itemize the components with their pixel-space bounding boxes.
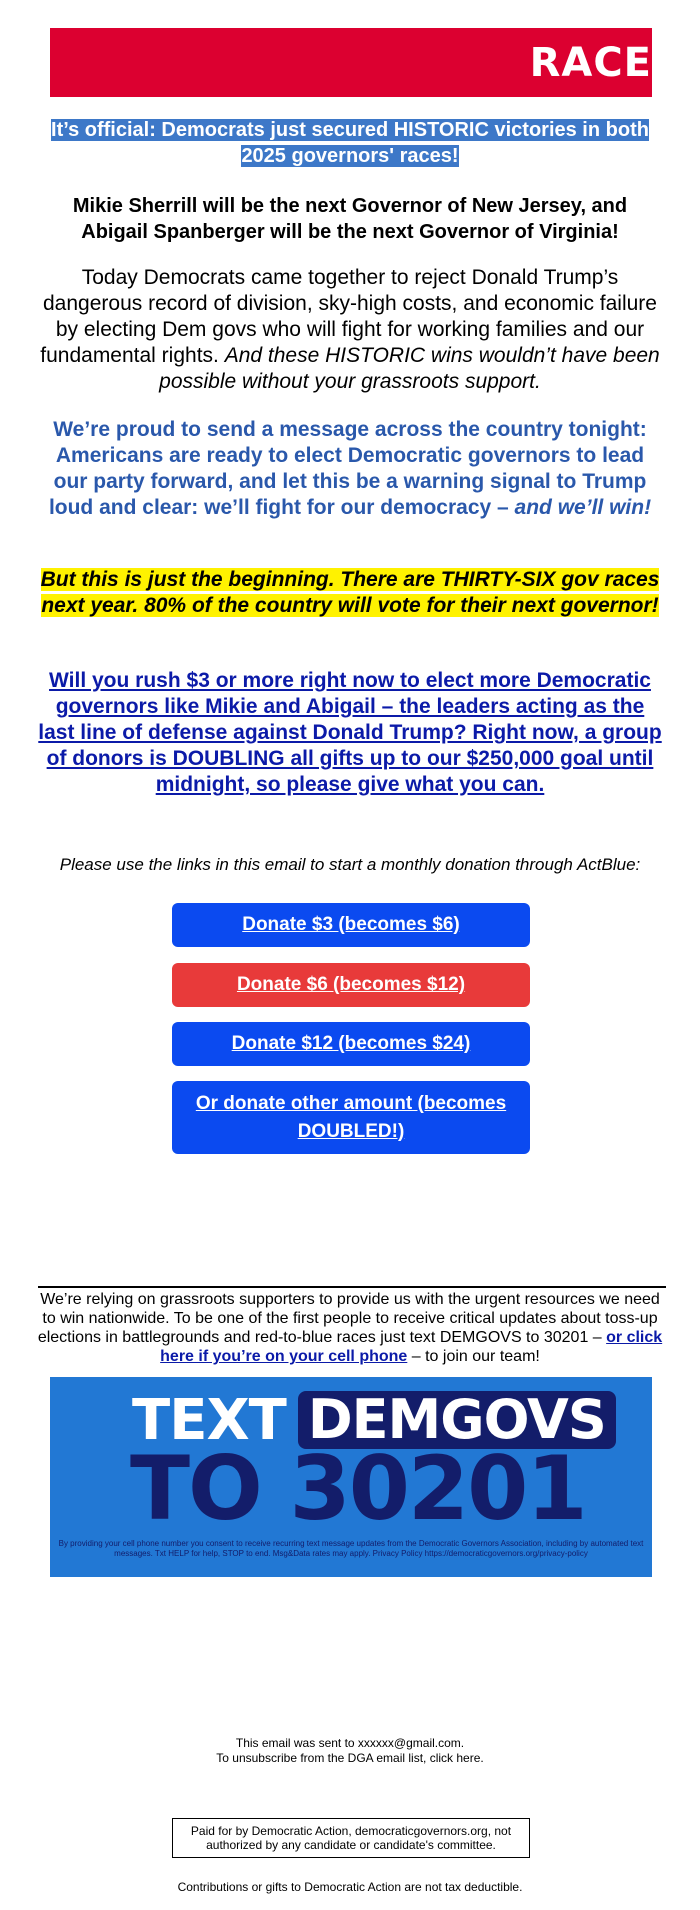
paid-for-text: Paid for by Democratic Action, democraticgovernors.org, not authorized by any candidate or candidate's committee.	[190, 1824, 512, 1852]
sent-to-text: This email was sent to xxxxxx@gmail.com.	[235, 1736, 465, 1750]
proud-italic-text: and we’ll win!	[514, 496, 652, 519]
today-paragraph	[38, 265, 662, 395]
unsubscribe-link[interactable]: To unsubscribe from the DGA email list, click here.	[216, 1751, 484, 1765]
donate-3-button[interactable]: Donate $3 (becomes $6)	[172, 903, 530, 947]
rush-paragraph	[38, 668, 662, 798]
donate-12-button[interactable]: Donate $12 (becomes $24)	[172, 1022, 530, 1066]
relying-text: We’re relying on grassroots supporters to provide us with the urgent resources we need to win nationwide. To be one of the first people to receive critical updates about toss-up elections in battlegrounds and red-to-blue races just text DEMGOVS to 30201 –	[37, 1291, 660, 1346]
donate-other-amount-button[interactable]: Or donate other amount (becomes DOUBLED!)	[172, 1081, 530, 1154]
relying-paragraph	[36, 1290, 664, 1366]
footer-notice	[38, 1736, 662, 1766]
headline	[38, 117, 662, 169]
sms-fine-print: By providing your cell phone number you consent to receive recurring text message updates from the Democratic Governors Association, including by automated text messages. Txt HELP for help, STOP to end. Msg&Data rates may apply. Privacy Policy https://democraticgovernors.org/privacy-policy	[58, 1539, 644, 1558]
banner-word: RACE	[529, 40, 652, 86]
contributions-note: Contributions or gifts to Democratic Action are not tax deductible.	[177, 1880, 523, 1894]
donate-6-button[interactable]: Donate $6 (becomes $12)	[172, 963, 530, 1007]
text-demgovs-banner[interactable]	[50, 1377, 652, 1577]
short-code: TO 30201	[130, 1437, 586, 1540]
beginning-text: But this is just the beginning. There are THIRTY-SIX gov races next year. 80% of the country will vote for their next governor!	[40, 568, 660, 617]
rush-donate-link[interactable]: Will you rush $3 or more right now to elect more Democratic governors like Mikie and Abigail – the leaders acting as the last line of defense against Donald Trump? Right now, a group of donors is DOUBLING all gifts up to our $250,000 goal until midnight, so please give what you can.	[38, 669, 662, 796]
winners-announcement: Mikie Sherrill will be the next Governor of New Jersey, and Abigail Spanberger will be the next Governor of Virginia!	[72, 195, 628, 243]
proud-paragraph	[38, 417, 662, 521]
header-banner-image	[50, 28, 652, 97]
monthly-note: Please use the links in this email to start a monthly donation through ActBlue:	[59, 855, 641, 874]
text-signup-link[interactable]: or click here if you’re on your cell phone	[160, 1329, 663, 1365]
beginning-paragraph	[38, 567, 662, 619]
divider	[38, 1286, 666, 1288]
today-text: Today Democrats came together to reject Donald Trump’s dangerous record of division, sky-high costs, and economic failure by electing Dem govs who will fight for working families and our fundamental rights.	[40, 266, 657, 367]
relying-tail: – to join our team!	[411, 1348, 540, 1365]
keyword-badge: DEMGOVS	[298, 1391, 616, 1449]
paid-for-disclaimer	[172, 1818, 530, 1858]
proud-text: We’re proud to send a message across the country tonight: Americans are ready to elect Democratic governors to lead our party forward, and let this be a warning signal to Trump loud and clear: we’ll fight for our democracy –	[48, 418, 647, 519]
today-italic-text: And these HISTORIC wins wouldn’t have been possible without your grassroots support.	[159, 344, 660, 393]
text-word: TEXT	[132, 1387, 286, 1453]
headline-text: It’s official: Democrats just secured HISTORIC victories in both 2025 governors' races!	[51, 119, 649, 167]
